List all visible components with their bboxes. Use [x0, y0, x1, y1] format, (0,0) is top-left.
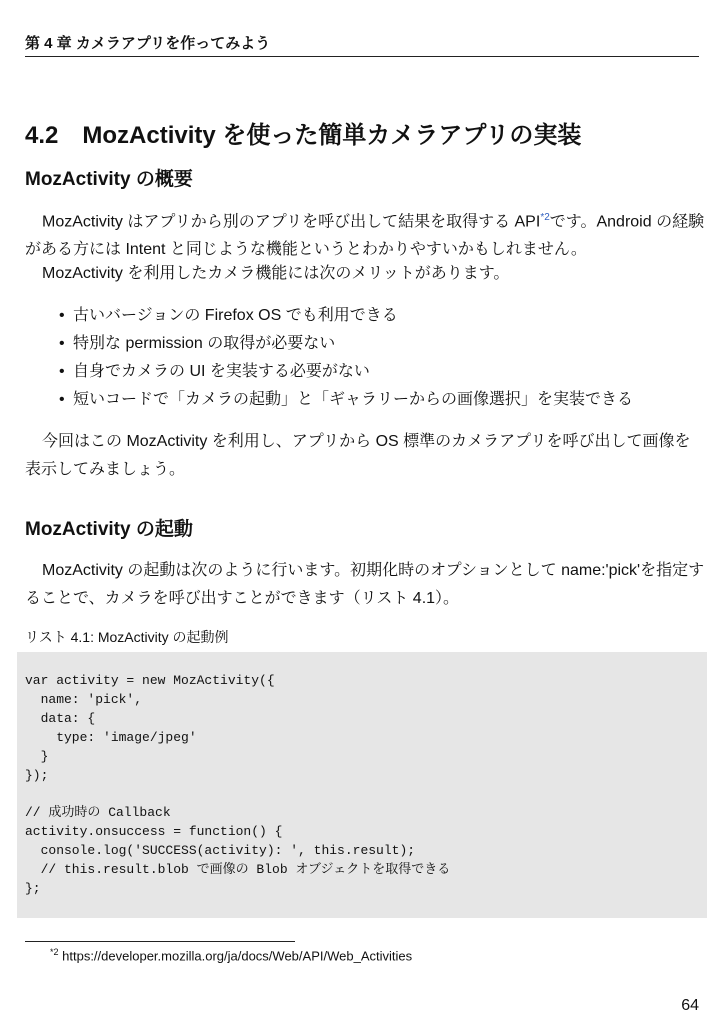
footnote [50, 947, 412, 963]
paragraph-merits: MozActivity を利用したカメラ機能には次のメリットがあります。 [42, 265, 510, 282]
list-item: • 短いコードで「カメラの起動」と「ギャラリーからの画像選択」を実装できる [59, 386, 633, 414]
code-listing [17, 652, 707, 918]
footnote-divider [25, 941, 295, 942]
subsection-heading-launch: MozActivity の起動 [25, 519, 193, 540]
page-number: 64 [681, 997, 699, 1014]
section-title-text: MozActivity を使った簡単カメラアプリの実装 [82, 122, 582, 149]
footnote-mark: *2 [50, 947, 59, 957]
paragraph-launch: MozActivity の起動は次のように行います。初期化時のオプションとして name:'pick'を指定することで、カメラを呼び出すことができます（リスト 4.1）。 [25, 562, 705, 607]
list-item: • 古いバージョンの Firefox OS でも利用できる [59, 302, 633, 330]
footnote-ref[interactable]: *2 [540, 212, 550, 223]
merit-list [59, 302, 633, 414]
paragraph-intro [25, 204, 705, 264]
listing-caption: リスト 4.1: MozActivity の起動例 [25, 629, 229, 645]
header-divider [25, 56, 699, 57]
subsection-heading-overview: MozActivity の概要 [25, 169, 193, 190]
paragraph-text: です。Android の経験がある方には Intent と同じような機能というとわかりやすいかもしれません。 [25, 213, 705, 259]
paragraph-plan: 今回はこの MozActivity を利用し、アプリから OS 標準のカメラアプリを呼び出して画像を表示してみましょう。 [25, 433, 691, 478]
running-head: 第 4 章 カメラアプリを作ってみよう [25, 35, 271, 52]
footnote-link[interactable]: https://developer.mozilla.org/ja/docs/Web/API/Web_Activities [62, 948, 413, 964]
list-item: • 自身でカメラの UI を実装する必要がない [59, 358, 633, 386]
list-item: • 特別な permission の取得が必要ない [59, 330, 633, 358]
paragraph-text: MozActivity はアプリから別のアプリを呼び出して結果を取得する API [42, 213, 541, 231]
section-title [25, 115, 581, 150]
section-number: 4.2 [25, 122, 59, 149]
code-text: var activity = new MozActivity({ name: 'pick', data: { type: 'image/jpeg' } }); // 成功時の Callback activity.onsuccess = function() { console.log('SUCCESS(activity): ', this.result); // this.result.blob で画像の Blob オブジェクトを取得できる }; [25, 673, 451, 896]
